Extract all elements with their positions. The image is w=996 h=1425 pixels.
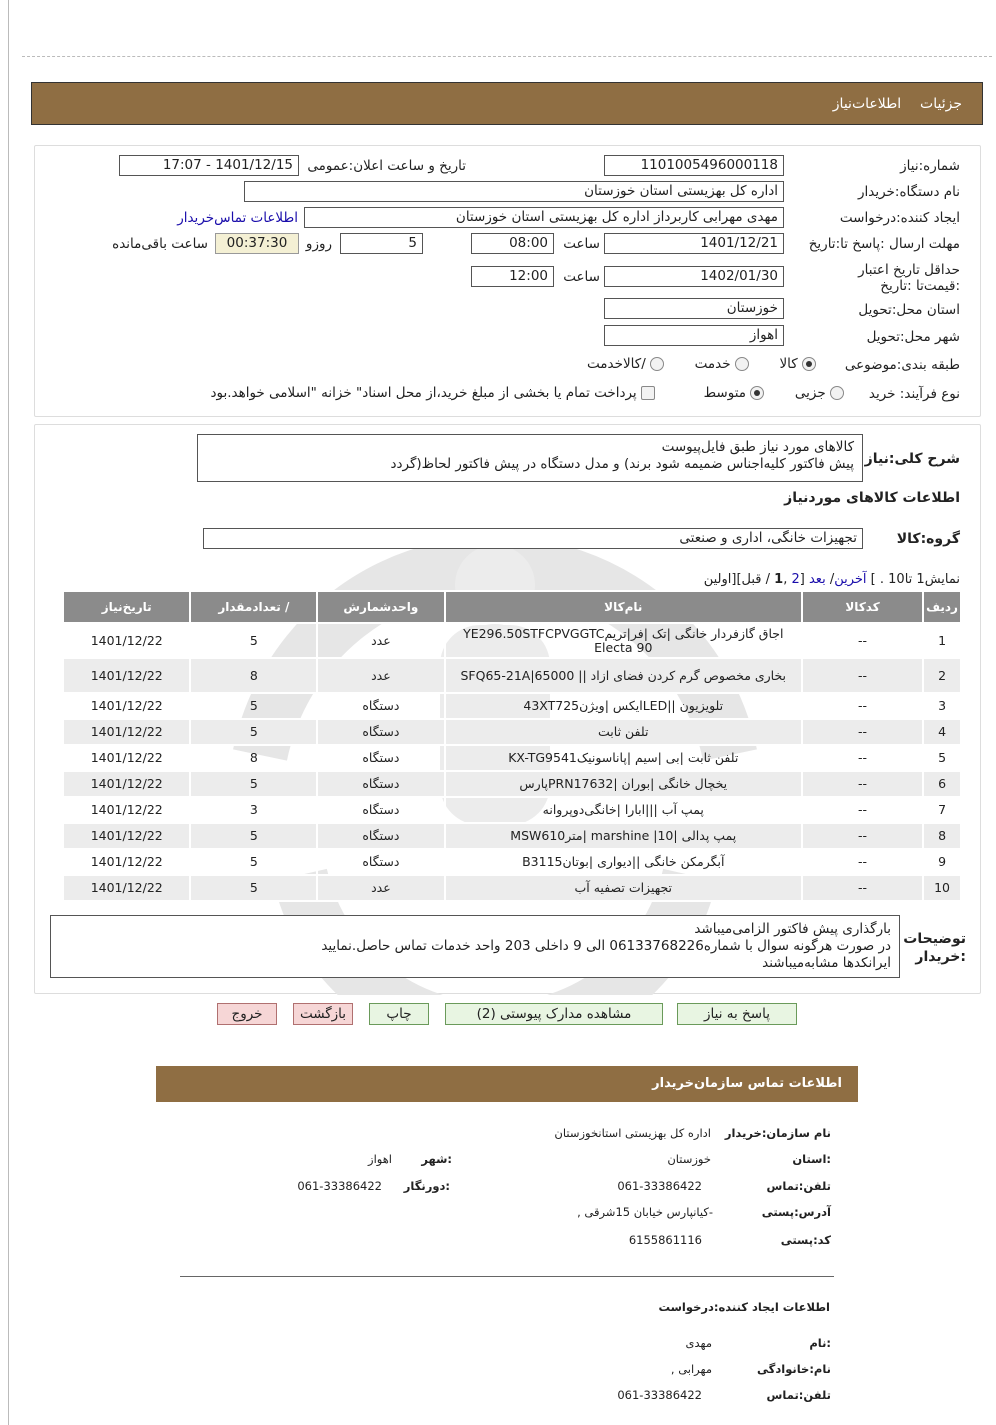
- back-button[interactable]: بازگشت: [293, 1003, 353, 1025]
- cell-unit: عدد: [317, 875, 444, 901]
- summary-line-2: پیش فاکتور کلیه‌اجناس ضمیمه شود برند) و مدل دستگاه در پیش فاکتور لحاظ(گردد: [390, 456, 854, 472]
- creator-phone-label: تلفن:تماس: [766, 1388, 831, 1402]
- summary-label: شرح کلی:نیاز: [864, 451, 960, 467]
- city-contact-value: اهواز: [368, 1152, 392, 1166]
- cell-date: 1401/12/22: [63, 719, 190, 745]
- cell-qty: 5: [190, 849, 317, 875]
- left-border-line: [8, 0, 9, 1425]
- contact-divider: [180, 1276, 834, 1277]
- table-row: [63, 623, 961, 658]
- cell-unit: عدد: [317, 623, 444, 658]
- deadline-time-field[interactable]: 08:00: [471, 233, 554, 254]
- pager-prefix: نمایش1 تا10 . ]: [866, 572, 960, 587]
- proc-minor-label: جزیی: [794, 385, 826, 401]
- summary-line-1: کالاهای مورد نیاز طبق فایل‌پیوست: [661, 439, 854, 455]
- family-label: نام:خانوادگی: [757, 1362, 831, 1376]
- cell-date: 1401/12/22: [63, 823, 190, 849]
- cell-date: 1401/12/22: [63, 623, 190, 658]
- col-date: تاریخ‌نیاز: [63, 591, 190, 623]
- buyer-contact-link[interactable]: اطلاعات تماس‌خریدار: [177, 210, 298, 226]
- cell-code: --: [802, 797, 923, 823]
- cell-row: 7: [923, 797, 961, 823]
- table-row: [63, 693, 961, 719]
- remaining-time-display: 00:37:30: [215, 233, 299, 254]
- cell-row: 1: [923, 623, 961, 658]
- cell-name: تلفن ثابت |بی |سیم |پاناسونیکKX-TG9541: [445, 745, 802, 771]
- validity-label-text: حداقل تاریخ اعتبار :قیمت‌تا :تاریخ: [858, 262, 960, 294]
- tab-details[interactable]: جزئیات: [920, 96, 962, 112]
- cell-name: اجاق گازفردار خانگی |تک |فر|تریمYE296.50STFCPVGGTC Electa 90: [445, 623, 802, 658]
- exit-button[interactable]: خروج: [217, 1003, 277, 1025]
- category-label: طبقه بندی:موضوعی: [844, 357, 960, 373]
- print-button[interactable]: چاپ: [369, 1003, 429, 1025]
- announce-label: تاریخ و ساعت اعلان:عمومی: [307, 158, 466, 174]
- proc-medium-label: متوسط: [703, 385, 746, 401]
- city-contact-label: :شهر: [421, 1152, 452, 1166]
- cell-qty: 5: [190, 693, 317, 719]
- table-row: [63, 745, 961, 771]
- address-value: -کیانپارس خیابان 15شرقی ,: [577, 1205, 713, 1219]
- cell-name: تلویزیون ||LEDایکس |ویژن43XT725: [445, 693, 802, 719]
- cat-both-radio[interactable]: [650, 357, 664, 371]
- cell-code: --: [802, 693, 923, 719]
- fax-label: :دورنگار: [403, 1179, 450, 1193]
- cat-both-label: /کالاخدمت: [587, 356, 646, 372]
- validity-time-field[interactable]: 12:00: [471, 266, 554, 287]
- province-contact-label: :استان: [792, 1152, 831, 1166]
- reply-button[interactable]: پاسخ به نیاز: [677, 1003, 797, 1025]
- pager: نمایش1 تا10 . ] آخرین/ بعد [2 ,1 / قبل][اولین: [703, 572, 960, 587]
- creator-field[interactable]: مهدی مهرابی کاربرداز اداره کل بهزیستی استان خوزستان: [304, 207, 784, 228]
- col-qty: / تعدادمقدار: [190, 591, 317, 623]
- cell-row: 9: [923, 849, 961, 875]
- cell-qty: 5: [190, 719, 317, 745]
- proc-medium-radio[interactable]: [750, 386, 764, 400]
- proc-minor-radio[interactable]: [830, 386, 844, 400]
- pager-page-2[interactable]: 2: [791, 572, 800, 587]
- group-label: گروه:کالا: [896, 531, 960, 547]
- cell-code: --: [802, 849, 923, 875]
- payment-checkbox[interactable]: [641, 386, 655, 400]
- cell-unit: دستگاه: [317, 823, 444, 849]
- cell-name: آبگرمکن خانگی ||دیواری |بوتانB3115: [445, 849, 802, 875]
- postal-value: 6155861116: [628, 1233, 702, 1247]
- cell-date: 1401/12/22: [63, 745, 190, 771]
- family-value: مهرابی ,: [670, 1362, 712, 1376]
- pager-next-link[interactable]: بعد: [808, 572, 826, 587]
- deadline-time-label: ساعت: [563, 236, 600, 252]
- col-row: ردیف: [923, 591, 961, 623]
- need-number-field[interactable]: 1101005496000118: [604, 155, 784, 176]
- table-row: [63, 719, 961, 745]
- col-name: نام‌کالا: [445, 591, 802, 623]
- summary-textbox[interactable]: [197, 434, 863, 482]
- col-unit: واحدشمارش: [317, 591, 444, 623]
- cell-code: --: [802, 719, 923, 745]
- cell-qty: 5: [190, 771, 317, 797]
- name-label: :نام: [809, 1336, 831, 1350]
- cell-row: 4: [923, 719, 961, 745]
- group-field[interactable]: تجهیزات خانگی، اداری و صنعتی: [203, 528, 863, 549]
- address-label: آدرس:پستی: [761, 1205, 831, 1219]
- creator-label: ایجاد کننده:درخواست: [839, 210, 960, 226]
- cell-unit: دستگاه: [317, 771, 444, 797]
- table-row: [63, 875, 961, 901]
- cell-date: 1401/12/22: [63, 771, 190, 797]
- cell-code: --: [802, 823, 923, 849]
- days-label: روزو: [305, 236, 332, 252]
- creator-info-title: اطلاعات ایجاد کننده:درخواست: [658, 1300, 830, 1314]
- notes-line-2: در صورت هرگونه سوال با شماره06133768226 الی 9 داخلی 203 واحد خدمات تماس حاصل.نمایید: [321, 938, 891, 954]
- goods-table: [62, 590, 962, 902]
- need-number-label: شماره:نیاز: [900, 158, 960, 174]
- cell-code: --: [802, 745, 923, 771]
- cell-qty: 5: [190, 875, 317, 901]
- cell-code: --: [802, 875, 923, 901]
- org-label: نام سازمان:خریدار: [724, 1126, 831, 1140]
- col-code: کدکالا: [802, 591, 923, 623]
- fax-value: 061-33386422: [297, 1179, 382, 1193]
- cell-qty: 8: [190, 658, 317, 693]
- buyer-org-field[interactable]: اداره کل بهزیستی استان خوزستان: [244, 181, 784, 202]
- validity-date-field[interactable]: 1402/01/30: [604, 266, 784, 287]
- cell-name: تجهیزات تصفیه آب: [445, 875, 802, 901]
- contact-header-bar: [156, 1066, 858, 1102]
- days-field[interactable]: 5: [340, 233, 423, 254]
- contact-title: اطلاعات تماس سازمان‌خریدار: [652, 1076, 842, 1091]
- cat-goods-radio[interactable]: [802, 357, 816, 371]
- pager-suffix: / قبل][اولین: [703, 572, 775, 587]
- table-row: [63, 797, 961, 823]
- org-value: اداره کل بهزیستی استانخوزستان: [554, 1126, 711, 1140]
- cell-date: 1401/12/22: [63, 849, 190, 875]
- deadline-label: مهلت ارسال :پاسخ تا:تاریخ: [808, 236, 960, 252]
- creator-phone-value: 061-33386422: [617, 1388, 702, 1402]
- payment-note: پرداخت تمام یا بخشی از مبلغ خرید،از محل اسناد" خزانه "اسلامی خواهد.بود: [210, 385, 637, 401]
- cell-unit: دستگاه: [317, 849, 444, 875]
- city-label: شهر محل:تحویل: [866, 329, 960, 345]
- notes-line-3: ایرانکدها مشابه‌میباشند: [762, 955, 891, 971]
- cell-row: 10: [923, 875, 961, 901]
- cell-name: تلفن ثابت: [445, 719, 802, 745]
- notes-textbox[interactable]: [50, 915, 900, 978]
- validity-time-label: ساعت: [563, 269, 600, 285]
- cell-row: 6: [923, 771, 961, 797]
- province-field[interactable]: خوزستان: [604, 298, 784, 319]
- cat-service-radio[interactable]: [735, 357, 749, 371]
- deadline-date-field[interactable]: 1401/12/21: [604, 233, 784, 254]
- phone-label: تلفن:تماس: [766, 1179, 831, 1193]
- province-contact-value: خوزستان: [667, 1152, 711, 1166]
- cell-name: بخاری مخصوص گرم کردن فضای ازاد || SFQ65-21A|65000: [445, 658, 802, 693]
- table-row: [63, 658, 961, 693]
- cell-name: پمپ آب |||ابارا |خانگی‌دوپروانه: [445, 797, 802, 823]
- cell-row: 3: [923, 693, 961, 719]
- details-header-bar: [31, 82, 983, 125]
- cell-date: 1401/12/22: [63, 875, 190, 901]
- table-row: [63, 771, 961, 797]
- cell-unit: عدد: [317, 658, 444, 693]
- cell-unit: دستگاه: [317, 719, 444, 745]
- cell-unit: دستگاه: [317, 693, 444, 719]
- name-value: مهدی: [685, 1336, 712, 1350]
- cell-name: یخچال خانگی |بوران |PRN17632پارس: [445, 771, 802, 797]
- cell-qty: 3: [190, 797, 317, 823]
- city-field[interactable]: اهواز: [604, 325, 784, 346]
- remaining-label: ساعت باقی‌مانده: [112, 236, 208, 252]
- notes-label: [902, 930, 966, 966]
- goods-info-title: اطلاعات کالاهای موردنیاز: [784, 490, 960, 506]
- pager-page-1: 1: [774, 572, 784, 587]
- cell-name: پمپ پدالی |marshine |10 |مترMSW610: [445, 823, 802, 849]
- tab-need-info[interactable]: اطلاعات‌نیاز: [832, 96, 902, 112]
- cell-code: --: [802, 771, 923, 797]
- notes-label-text: توضیحات :خریدار: [903, 931, 966, 965]
- category-options: [587, 356, 816, 372]
- cell-code: --: [802, 623, 923, 658]
- postal-label: کد:پستی: [780, 1233, 831, 1247]
- cat-service-label: خدمت: [694, 356, 731, 372]
- cell-qty: 8: [190, 745, 317, 771]
- phone-value: 061-33386422: [617, 1179, 702, 1193]
- buyer-org-label: نام دستگاه:خریدار: [857, 184, 960, 200]
- goods-table-body: [63, 623, 961, 901]
- cell-unit: دستگاه: [317, 797, 444, 823]
- process-options: [210, 385, 844, 401]
- goods-table-header: [63, 591, 961, 623]
- cell-code: --: [802, 658, 923, 693]
- cell-qty: 5: [190, 823, 317, 849]
- cat-goods-label: کالا: [779, 356, 798, 372]
- process-label: نوع فرآیند: خرید: [868, 386, 960, 402]
- top-dashed-divider: [22, 56, 992, 57]
- cell-qty: 5: [190, 623, 317, 658]
- cell-row: 8: [923, 823, 961, 849]
- pager-last-link[interactable]: آخرین: [834, 572, 867, 587]
- announce-field[interactable]: 1401/12/15 - 17:07: [119, 155, 299, 176]
- validity-label: [850, 262, 960, 294]
- cell-row: 5: [923, 745, 961, 771]
- cell-unit: دستگاه: [317, 745, 444, 771]
- cell-row: 2: [923, 658, 961, 693]
- table-row: [63, 849, 961, 875]
- province-label: استان محل:تحویل: [858, 302, 960, 318]
- cell-date: 1401/12/22: [63, 797, 190, 823]
- cell-date: 1401/12/22: [63, 658, 190, 693]
- notes-line-1: بارگذاری پیش فاکتور الزامی‌میباشد: [694, 921, 891, 937]
- table-row: [63, 823, 961, 849]
- attachments-button[interactable]: مشاهده مدارک پیوستی (2): [445, 1003, 663, 1025]
- cell-date: 1401/12/22: [63, 693, 190, 719]
